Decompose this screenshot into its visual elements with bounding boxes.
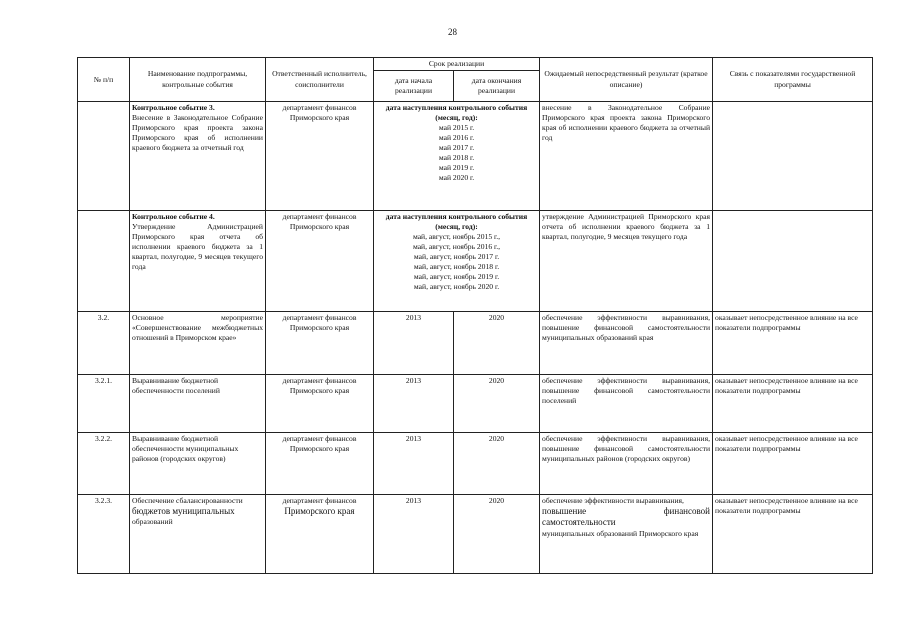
row-responsible: департамент финансов Приморского края <box>266 102 374 211</box>
row-responsible <box>266 495 374 574</box>
row-link: оказывает непосредственное влияние на все показатели подпрограммы <box>713 433 873 495</box>
row-num: 3.2. <box>78 312 130 375</box>
row-start: 2013 <box>374 375 454 433</box>
row-date: май, август, ноябрь 2016 г., <box>412 242 501 252</box>
row-result-part: муниципальных образований Приморского края <box>542 528 699 538</box>
header-result: Ожидаемый непосредственный результат (краткое описание) <box>540 58 713 102</box>
row-num <box>78 102 130 211</box>
row-result-part: обеспечение эффективности выравнивания, <box>542 496 684 506</box>
row-responsible: департамент финансов Приморского края <box>266 433 374 495</box>
row-responsible: департамент финансов Приморского края <box>266 312 374 375</box>
row-date: май 2015 г. <box>438 123 475 133</box>
row-result: обеспечение эффективности выравнивания, повышение финансовой самостоятельности муниципальных районов (городских округов) <box>540 433 713 495</box>
row-result-part: повышение финансовой самостоятельности <box>542 506 711 528</box>
header-responsible: Ответственный исполнитель, соисполнители <box>266 58 374 102</box>
row-date-head: дата наступления контрольного события (месяц, год): <box>385 212 528 232</box>
row-link: оказывает непосредственное влияние на все показатели подпрограммы <box>713 312 873 375</box>
row-responsible: департамент финансов Приморского края <box>266 211 374 312</box>
row-name-title: Контрольное событие 4. <box>132 212 215 222</box>
row-date: май, август, ноябрь 2017 г. <box>413 252 500 262</box>
table-row <box>78 102 873 211</box>
row-date-head: дата наступления контрольного события (месяц, год): <box>385 103 528 123</box>
row-result: обеспечение эффективности выравнивания, повышение финансовой самостоятельности поселений <box>540 375 713 433</box>
row-date: май 2017 г. <box>438 143 475 153</box>
row-name-text: Внесение в Законодательное Собрание Приморского края проекта закона Приморского края об исполнении краевого бюджета за отчетный год <box>132 113 263 153</box>
header-term-start: дата начала реализации <box>374 71 454 102</box>
program-table <box>77 57 873 574</box>
row-result: внесение в Законодательное Собрание Приморского края проекта закона Приморского края об исполнении краевого бюджета за отчетный год <box>540 102 713 211</box>
row-name <box>130 102 266 211</box>
row-name: Выравнивание бюджетной обеспеченности муниципальных районов (городских округов) <box>130 433 266 495</box>
row-start: 2013 <box>374 495 454 574</box>
row-name-part: Обеспечение сбалансированности <box>132 496 243 506</box>
row-link: оказывает непосредственное влияние на все показатели подпрограммы <box>713 495 873 574</box>
row-name-part: бюджетов муниципальных <box>132 506 235 517</box>
row-name: Основное мероприятие «Совершенствование межбюджетных отношений в Приморском крае» <box>130 312 266 375</box>
row-date: май, август, ноябрь 2020 г. <box>413 282 500 292</box>
row-link <box>713 211 873 312</box>
row-dates <box>374 211 540 312</box>
row-start: 2013 <box>374 433 454 495</box>
header-row-1 <box>78 58 873 71</box>
table-row <box>78 433 873 495</box>
row-date: май, август, ноябрь 2018 г. <box>413 262 500 272</box>
row-date: май 2019 г. <box>438 163 475 173</box>
row-num <box>78 211 130 312</box>
row-num: 3.2.2. <box>78 433 130 495</box>
header-term: Срок реализации <box>374 58 540 71</box>
row-end: 2020 <box>454 312 540 375</box>
table-row <box>78 375 873 433</box>
row-date: май 2020 г. <box>438 173 475 183</box>
row-date: май, август, ноябрь 2019 г. <box>413 272 500 282</box>
table-row <box>78 312 873 375</box>
header-term-end: дата окончания реализации <box>454 71 540 102</box>
row-name: Выравнивание бюджетной обеспеченности поселений <box>130 375 266 433</box>
row-name <box>130 495 266 574</box>
header-num: № п/п <box>78 58 130 102</box>
row-dates <box>374 102 540 211</box>
table-row <box>78 495 873 574</box>
table-row <box>78 211 873 312</box>
page-number: 28 <box>448 27 457 37</box>
row-end: 2020 <box>454 375 540 433</box>
row-name-title: Контрольное событие 3. <box>132 103 215 113</box>
row-link: оказывает непосредственное влияние на все показатели подпрограммы <box>713 375 873 433</box>
row-responsible-part: Приморского края <box>284 506 355 517</box>
row-start: 2013 <box>374 312 454 375</box>
header-link: Связь с показателями государственной программы <box>713 58 873 102</box>
row-name-part: образований <box>132 517 173 527</box>
header-name: Наименование подпрограммы, контрольные события <box>130 58 266 102</box>
row-responsible: департамент финансов Приморского края <box>266 375 374 433</box>
row-link <box>713 102 873 211</box>
row-date: май 2018 г. <box>438 153 475 163</box>
row-num: 3.2.3. <box>78 495 130 574</box>
row-result: утверждение Администрацией Приморского края отчета об исполнении краевого бюджета за 1 квартал, полугодие, 9 месяцев текущего года <box>540 211 713 312</box>
row-result: обеспечение эффективности выравнивания, повышение финансовой самостоятельности муниципальных образований края <box>540 312 713 375</box>
row-name <box>130 211 266 312</box>
row-num: 3.2.1. <box>78 375 130 433</box>
row-date: май 2016 г. <box>438 133 475 143</box>
row-name-text: Утверждение Администрацией Приморского края отчета об исполнении краевого бюджета за 1 квартал, полугодие, 9 месяцев текущего года <box>132 222 263 272</box>
row-result <box>540 495 713 574</box>
row-responsible-part: департамент финансов <box>282 496 357 506</box>
row-end: 2020 <box>454 433 540 495</box>
row-end: 2020 <box>454 495 540 574</box>
row-date: май, август, ноябрь 2015 г., <box>412 232 501 242</box>
